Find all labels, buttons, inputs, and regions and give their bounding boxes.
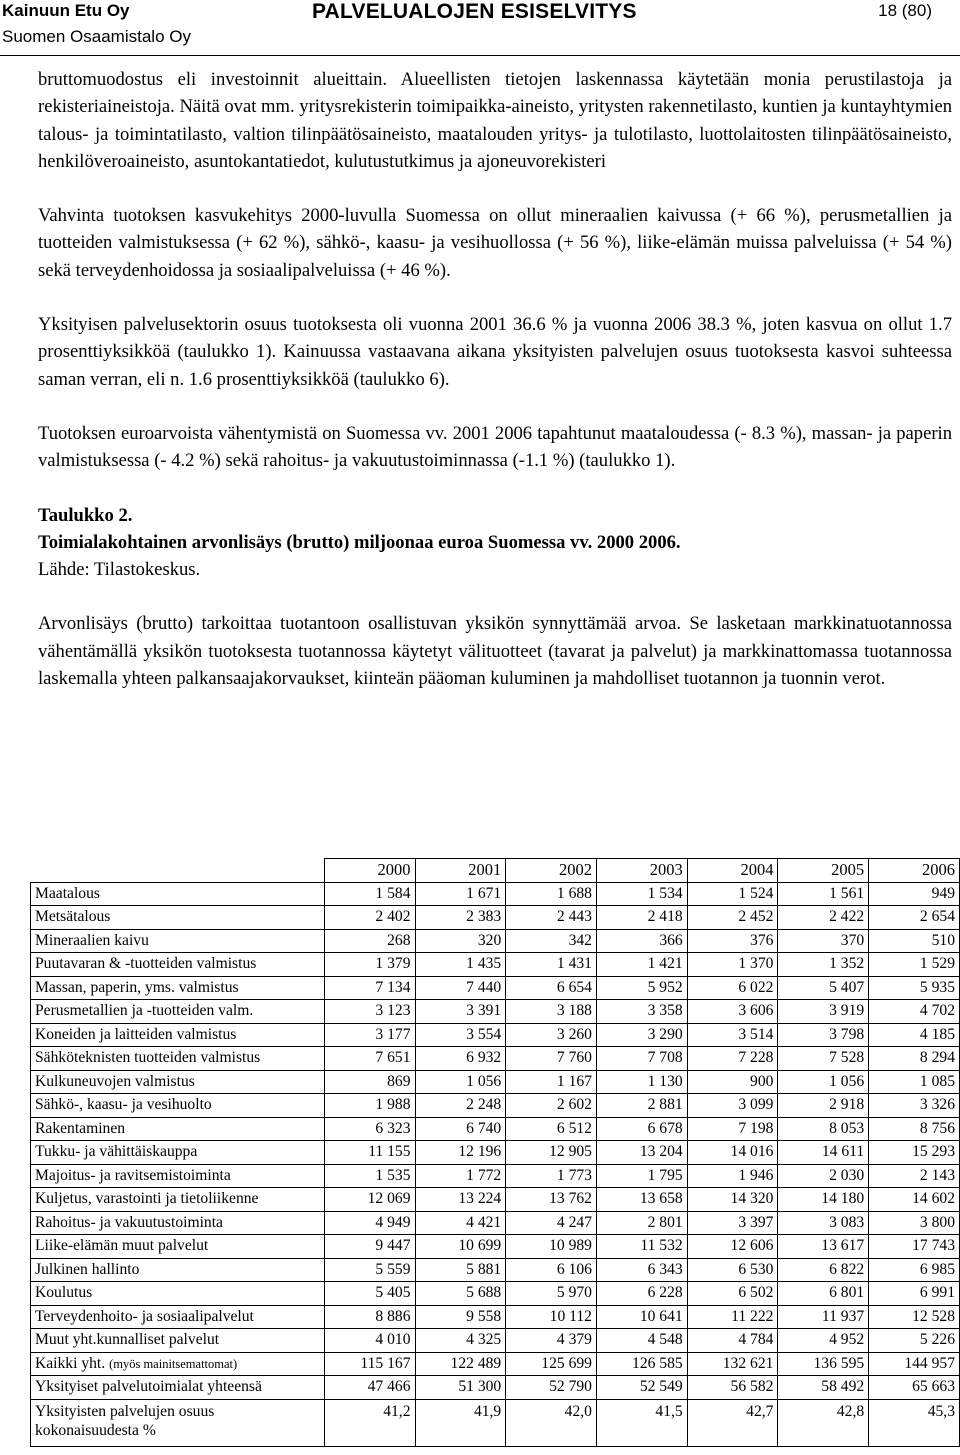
value-cell: 6 022 [687,976,778,1000]
table-row [31,1188,960,1212]
row-label-text: Perusmetallien ja -tuotteiden valm. [35,1002,254,1020]
value-cell: 45,3 [869,1399,960,1446]
value-cell: 13 224 [415,1188,506,1212]
row-label-text: Koneiden ja laitteiden valmistus [35,1025,237,1043]
value-cell: 6 530 [687,1258,778,1282]
value-cell: 41,9 [415,1399,506,1446]
value-cell: 2 143 [869,1164,960,1188]
value-cell: 41,2 [324,1399,415,1446]
value-cell: 1 988 [324,1094,415,1118]
table-caption-source: Lähde: Tilastokeskus. [38,559,201,581]
value-cell: 6 678 [596,1117,687,1141]
value-cell: 1 085 [869,1070,960,1094]
value-cell: 11 222 [687,1305,778,1329]
value-cell: 3 554 [415,1023,506,1047]
value-cell: 2 654 [869,906,960,930]
row-label [31,906,325,930]
row-label [31,1023,325,1047]
year-header: 2000 [324,859,415,883]
value-cell: 6 228 [596,1282,687,1306]
value-cell: 1 167 [506,1070,597,1094]
value-cell: 3 083 [778,1211,869,1235]
value-cell: 6 106 [506,1258,597,1282]
value-cell: 8 294 [869,1047,960,1071]
value-cell: 1 773 [506,1164,597,1188]
value-cell: 342 [506,929,597,953]
value-cell: 8 053 [778,1117,869,1141]
value-cell: 13 617 [778,1235,869,1259]
row-label-text: Sähkö-, kaasu- ja vesihuolto [35,1096,212,1114]
row-label-text: Koulutus [35,1284,93,1302]
table-row [31,1282,960,1306]
document-title: PALVELUALOJEN ESISELVITYS [312,0,637,23]
value-cell: 115 167 [324,1352,415,1376]
value-cell: 4 421 [415,1211,506,1235]
value-cell: 7 440 [415,976,506,1000]
value-cell: 6 654 [506,976,597,1000]
row-label [31,953,325,977]
value-cell: 900 [687,1070,778,1094]
row-label-text: Liike-elämän muut palvelut [35,1237,209,1255]
table-row [31,1258,960,1282]
value-cell: 3 798 [778,1023,869,1047]
value-cell: 2 918 [778,1094,869,1118]
value-cell: 370 [778,929,869,953]
value-cell: 126 585 [596,1352,687,1376]
value-cell: 4 548 [596,1329,687,1353]
row-label-text: Yksityiset palvelutoimialat yhteensä [35,1378,262,1396]
paragraph-3: Yksityisen palvelusektorin osuus tuotoksesta oli vuonna 2001 36.6 % ja vuonna 2006 38.3 %, joten kasvua on ollut 1.7 prosenttiyksikköä (taulukko 1). Kainuussa vastaavana aikana yksityisten palvelujen osuus tuotoksesta kasvoi suhteessa saman verran, eli n. 1.6 prosenttiyksikköä (taulukko 6). [38,314,952,390]
value-cell: 3 397 [687,1211,778,1235]
table-row [31,1352,960,1376]
value-cell: 1 772 [415,1164,506,1188]
value-cell: 320 [415,929,506,953]
row-label [31,1305,325,1329]
value-cell: 2 801 [596,1211,687,1235]
value-cell: 10 641 [596,1305,687,1329]
value-cell: 5 952 [596,976,687,1000]
company-name: Kainuun Etu Oy [2,1,130,20]
value-cell: 6 932 [415,1047,506,1071]
value-cell: 3 177 [324,1023,415,1047]
year-header: 2006 [869,859,960,883]
value-cell: 125 699 [506,1352,597,1376]
value-cell: 869 [324,1070,415,1094]
value-cell: 122 489 [415,1352,506,1376]
value-cell: 14 602 [869,1188,960,1212]
value-cell: 7 134 [324,976,415,1000]
value-cell: 41,5 [596,1399,687,1446]
value-cell: 1 379 [324,953,415,977]
row-label [31,1000,325,1024]
table-caption-title: Toimialakohtainen arvonlisäys (brutto) miljoonaa euroa Suomessa vv. 2000 2006. [38,531,681,553]
value-cell: 7 228 [687,1047,778,1071]
value-cell: 1 946 [687,1164,778,1188]
table-row [31,1047,960,1071]
value-cell: 10 112 [506,1305,597,1329]
table-row [31,1070,960,1094]
row-label [31,1329,325,1353]
value-cell: 5 559 [324,1258,415,1282]
value-cell: 58 492 [778,1376,869,1400]
value-cell: 4 325 [415,1329,506,1353]
table-row [31,1164,960,1188]
row-label [31,976,325,1000]
value-cell: 5 970 [506,1282,597,1306]
table-row [31,1235,960,1259]
value-cell: 5 407 [778,976,869,1000]
year-header: 2005 [778,859,869,883]
value-cell: 4 949 [324,1211,415,1235]
year-header: 2002 [506,859,597,883]
table-header-row [31,859,960,883]
value-cell: 2 402 [324,906,415,930]
value-cell: 9 447 [324,1235,415,1259]
value-cell: 3 326 [869,1094,960,1118]
row-label-text: Julkinen hallinto [35,1260,140,1278]
row-label [31,1164,325,1188]
row-label-text: Muut yht.kunnalliset palvelut [35,1331,220,1349]
value-cell: 949 [869,882,960,906]
value-cell: 6 502 [687,1282,778,1306]
value-cell: 4 247 [506,1211,597,1235]
value-cell: 144 957 [869,1352,960,1376]
table-row [31,1376,960,1400]
value-cell: 14 320 [687,1188,778,1212]
value-cell: 6 991 [869,1282,960,1306]
value-cell: 10 989 [506,1235,597,1259]
value-cell: 1 421 [596,953,687,977]
value-cell: 12 196 [415,1141,506,1165]
year-header: 2003 [596,859,687,883]
value-cell: 10 699 [415,1235,506,1259]
value-cell: 42,8 [778,1399,869,1446]
value-cell: 11 532 [596,1235,687,1259]
value-cell: 366 [596,929,687,953]
value-added-table [30,858,960,1447]
paragraph-2: Vahvinta tuotoksen kasvukehitys 2000-luvulla Suomessa on ollut mineraalien kaivussa (+ 66 %), perusmetallien ja tuotteiden valmistuksessa (+ 62 %), sähkö-, kaasu- ja vesihuollossa (+ 56 %), liike-elämän muissa palveluissa (+ 54 %) sekä terveydenhoidossa ja sosiaalipalveluissa (+ 46 %). [38,205,952,281]
row-label-text: Tukku- ja vähittäiskauppa [35,1143,198,1161]
value-cell: 1 688 [506,882,597,906]
value-cell: 132 621 [687,1352,778,1376]
table-row [31,1329,960,1353]
value-cell: 1 534 [596,882,687,906]
value-cell: 1 431 [506,953,597,977]
row-label [31,1188,325,1212]
year-header: 2001 [415,859,506,883]
value-cell: 5 405 [324,1282,415,1306]
value-cell: 1 352 [778,953,869,977]
value-cell: 2 452 [687,906,778,930]
value-cell: 6 323 [324,1117,415,1141]
value-cell: 3 391 [415,1000,506,1024]
value-cell: 2 443 [506,906,597,930]
paragraph-4: Tuotoksen euroarvoista vähentymistä on Suomessa vv. 2001 2006 tapahtunut maataloudessa (- 8.3 %), massan- ja paperin valmistuksessa (- 4.2 %) sekä rahoitus- ja vakuutustoiminnassa (-1.1 %) (taulukko 1). [38,422,952,472]
value-cell: 1 671 [415,882,506,906]
value-cell: 1 524 [687,882,778,906]
table-caption-label: Taulukko 2. [38,504,133,526]
row-label [31,1047,325,1071]
value-cell: 1 529 [869,953,960,977]
value-cell: 14 180 [778,1188,869,1212]
value-cell: 268 [324,929,415,953]
value-cell: 12 069 [324,1188,415,1212]
value-cell: 2 422 [778,906,869,930]
value-cell: 6 512 [506,1117,597,1141]
value-cell: 7 708 [596,1047,687,1071]
page-number: 18 (80) [878,1,932,20]
value-cell: 11 937 [778,1305,869,1329]
row-label [31,1235,325,1259]
value-cell: 51 300 [415,1376,506,1400]
company-name-secondary: Suomen Osaamistalo Oy [2,27,191,46]
value-cell: 11 155 [324,1141,415,1165]
value-cell: 12 528 [869,1305,960,1329]
year-header: 2004 [687,859,778,883]
value-added-table-container [30,858,960,1447]
value-cell: 7 760 [506,1047,597,1071]
row-label [31,1141,325,1165]
value-cell: 6 343 [596,1258,687,1282]
value-cell: 2 248 [415,1094,506,1118]
row-label-line1: Yksityisten palvelujen osuus [35,1402,215,1420]
table-corner-cell [31,859,325,883]
row-label-text: Rahoitus- ja vakuutustoiminta [35,1213,223,1231]
value-cell: 17 743 [869,1235,960,1259]
value-cell: 1 056 [415,1070,506,1094]
value-cell: 1 584 [324,882,415,906]
value-cell: 7 651 [324,1047,415,1071]
value-cell: 2 418 [596,906,687,930]
row-label [31,1117,325,1141]
value-cell: 1 535 [324,1164,415,1188]
value-cell: 136 595 [778,1352,869,1376]
row-label-text: Maatalous [35,884,100,902]
table-row [31,906,960,930]
table-row [31,1305,960,1329]
row-label [31,1376,325,1400]
row-label [31,929,325,953]
value-cell: 1 561 [778,882,869,906]
value-cell: 510 [869,929,960,953]
paragraph-5: Arvonlisäys (brutto) tarkoittaa tuotantoon osallistuvan yksikön synnyttämää arvoa. Se lasketaan markkinatuotannossa vähentämällä yksikön tuotoksesta tuotannossa käytetyt välituotteet (tavarat ja palvelut) ja markkinattomassa tuotannossa laskemalla yhteen palkansaajakorvaukset, kiinteän pääoman kuluminen ja mahdolliset tuotannon ja tuonnin verot. [38,613,952,690]
row-label [31,1399,325,1446]
value-cell: 3 514 [687,1023,778,1047]
value-cell: 1 370 [687,953,778,977]
value-cell: 9 558 [415,1305,506,1329]
value-cell: 3 188 [506,1000,597,1024]
value-cell: 2 602 [506,1094,597,1118]
header-divider [0,55,960,56]
value-cell: 5 935 [869,976,960,1000]
value-cell: 2 383 [415,906,506,930]
value-cell: 13 658 [596,1188,687,1212]
table-row [31,1094,960,1118]
value-cell: 15 293 [869,1141,960,1165]
value-cell: 2 881 [596,1094,687,1118]
value-cell: 52 549 [596,1376,687,1400]
body-text [38,66,952,692]
value-cell: 4 784 [687,1329,778,1353]
value-cell: 7 198 [687,1117,778,1141]
value-cell: 56 582 [687,1376,778,1400]
row-label-line2: kokonaisuudesta % [35,1421,156,1439]
row-label [31,1211,325,1235]
row-label-text: Sähköteknisten tuotteiden valmistus [35,1049,261,1067]
value-cell: 2 030 [778,1164,869,1188]
value-cell: 1 435 [415,953,506,977]
value-cell: 3 358 [596,1000,687,1024]
row-label-text: Mineraalien kaivu [35,931,149,949]
row-label-text: Majoitus- ja ravitsemistoiminta [35,1166,231,1184]
paragraph-1: bruttomuodostus eli investoinnit alueittain. Alueellisten tietojen laskennassa käytetään monia perustilastoja ja rekisteriaineistoja. Näitä ovat mm. yritysrekisterin toimipaikka-aineisto, yritysten rakennetilasto, kuntien ja kuntayhtymien talous- ja toimintatilasto, valtion tilinpäätösaineisto, maatalouden yritys- ja tulotilasto, luottolaitosten tilinpäätösaineisto, henkilöveroaineisto, asuntokantatiedot, kulutustutkimus ja ajoneuvorekisteri [38,69,952,172]
value-cell: 3 919 [778,1000,869,1024]
value-cell: 3 123 [324,1000,415,1024]
table-row [31,1023,960,1047]
value-cell: 3 290 [596,1023,687,1047]
row-label [31,1094,325,1118]
value-cell: 6 822 [778,1258,869,1282]
value-cell: 8 756 [869,1117,960,1141]
value-cell: 376 [687,929,778,953]
page-header [0,0,960,60]
value-cell: 12 905 [506,1141,597,1165]
row-label-text: Metsätalous [35,908,111,926]
value-cell: 4 952 [778,1329,869,1353]
value-cell: 13 204 [596,1141,687,1165]
value-cell: 5 881 [415,1258,506,1282]
value-cell: 3 800 [869,1211,960,1235]
value-cell: 1 056 [778,1070,869,1094]
row-label-text: Kaikki yht. [35,1354,106,1372]
row-label [31,1258,325,1282]
value-cell: 4 185 [869,1023,960,1047]
value-cell: 6 801 [778,1282,869,1306]
value-cell: 3 606 [687,1000,778,1024]
table-row [31,1211,960,1235]
row-label-note: (myös mainitsemattomat) [109,1356,238,1371]
row-label [31,1070,325,1094]
value-cell: 42,7 [687,1399,778,1446]
row-label [31,1282,325,1306]
row-label-text: Puutavaran & -tuotteiden valmistus [35,955,257,973]
table-row [31,1000,960,1024]
value-cell: 5 688 [415,1282,506,1306]
value-cell: 4 379 [506,1329,597,1353]
row-label-text: Massan, paperin, yms. valmistus [35,978,239,996]
value-cell: 1 795 [596,1164,687,1188]
value-cell: 6 985 [869,1258,960,1282]
value-cell: 7 528 [778,1047,869,1071]
table-row [31,882,960,906]
value-cell: 65 663 [869,1376,960,1400]
value-cell: 1 130 [596,1070,687,1094]
row-label-text: Terveydenhoito- ja sosiaalipalvelut [35,1307,254,1325]
value-cell: 6 740 [415,1117,506,1141]
value-cell: 5 226 [869,1329,960,1353]
table-row [31,976,960,1000]
value-cell: 3 260 [506,1023,597,1047]
table-row-share [31,1399,960,1446]
table-row [31,929,960,953]
row-label [31,882,325,906]
value-cell: 8 886 [324,1305,415,1329]
value-cell: 3 099 [687,1094,778,1118]
table-row [31,1117,960,1141]
value-cell: 4 702 [869,1000,960,1024]
value-cell: 42,0 [506,1399,597,1446]
value-cell: 47 466 [324,1376,415,1400]
value-cell: 14 016 [687,1141,778,1165]
value-cell: 52 790 [506,1376,597,1400]
row-label-text: Kulkuneuvojen valmistus [35,1072,195,1090]
table-row [31,1141,960,1165]
row-label-text: Rakentaminen [35,1119,126,1137]
value-cell: 12 606 [687,1235,778,1259]
row-label [31,1352,325,1376]
value-cell: 13 762 [506,1188,597,1212]
value-cell: 4 010 [324,1329,415,1353]
row-label-text: Kuljetus, varastointi ja tietoliikenne [35,1190,259,1208]
table-row [31,953,960,977]
value-cell: 14 611 [778,1141,869,1165]
